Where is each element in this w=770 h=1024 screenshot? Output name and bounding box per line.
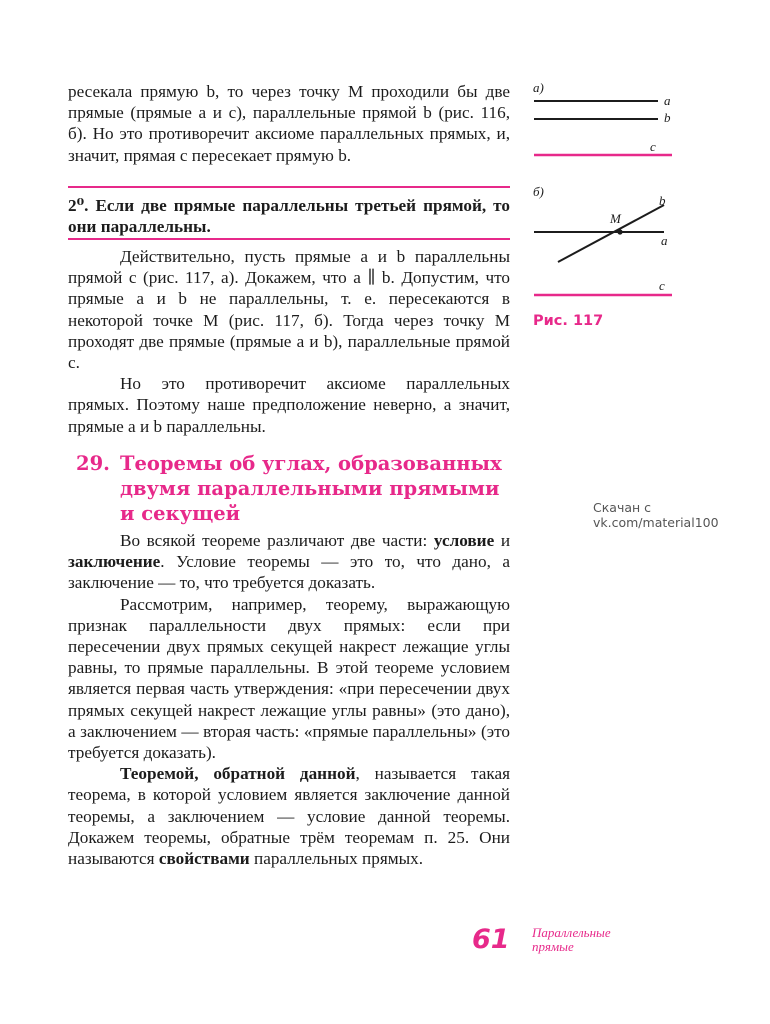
section-body [68,530,510,869]
figure-caption: Рис. 117 [533,313,604,329]
label-c-top: c [650,139,656,154]
page-number: 61 [472,924,510,955]
proof-paragraph-2: Но это противоречит аксиоме параллельных прямых. Поэтому наше предположение неверно, а значит, прямые a и b параллельны. [68,374,510,436]
statement-bottom-rule [68,238,510,240]
intro-text-1: Во всякой теореме различают две части: [120,531,428,550]
proof-paragraph-1: Действительно, пусть прямые a и b параллельны прямой c (рис. 117, а). Докажем, что a ∥ b. Допустим, что прямые a и b не параллельны, т. е. пересекаются в некоторой точке M (рис. 117, б). Тогда через точку M проходят две прямые (прямые a и b), параллельные прямой c. [68,247,510,373]
watermark: Скачан с vk.com/material100 [593,500,719,530]
term-conclusion: заключение [68,552,161,572]
label-b-bottom: b [659,193,666,208]
label-a-top: a [664,93,671,108]
example-paragraph: Рассмотрим, например, теорему, выражающую признак параллельности двух прямых: если при пересечении двух прямых секущей накрест лежащие углы равны, то прямые параллельны. В этой теореме условием является первая часть утверждения: «при пересечении двух прямых секущей накрест лежащие углы равны» (это дано), а заключением — вторая часть: «прямые параллельны» (это требуется доказать). [68,594,510,763]
figure-part-b-label: б) [533,184,544,199]
continuation-paragraph [68,81,510,166]
converse-text-1: , называется такая теорема, в которой условием является заключение данной теоремы, а заключением — условие данной теоремы. Докажем теоремы, обратные трём теоремам п. 25. Они называются [68,764,510,869]
section-title: Теоремы об углах, образованных двумя параллельными прямыми и секущей [120,452,502,525]
figure-part-a-label: а) [533,80,544,95]
term-converse-theorem: Теоремой, обратной данной [120,764,356,784]
statement-text: 2⁰. Если две прямые параллельны третьей прямой, то они параллельны. [68,196,510,237]
figure-117b [530,195,680,305]
label-c-bottom: c [659,278,665,293]
term-condition: условие [433,531,495,550]
figure-117a [530,90,680,170]
intro-text-2: и [494,531,511,550]
intro-text-3: . Условие теоремы — это то, что дано, а заключение — то, что требуется доказать. [68,552,510,593]
statement-box [68,195,510,237]
section-number: 29. [76,452,110,475]
running-title: Параллельные прямые [532,925,611,954]
converse-paragraph [68,763,510,869]
label-a-bottom: a [661,233,668,248]
intro-paragraph [68,530,510,594]
label-b-top: b [664,110,671,125]
term-properties: свойствами [158,849,250,869]
paragraph-text: ресекала прямую b, то через точку M проходили бы две прямые (прямые a и c), параллельные прямой b (рис. 116, б). Но это противоречит аксиоме параллельных прямых, и, значит, прямая c пересекает прямую b. [68,82,510,165]
proof-block [68,246,510,437]
label-M: M [610,211,621,226]
statement-top-rule [68,186,510,188]
point-M [617,229,622,234]
converse-text-2: параллельных прямых. [249,849,424,869]
